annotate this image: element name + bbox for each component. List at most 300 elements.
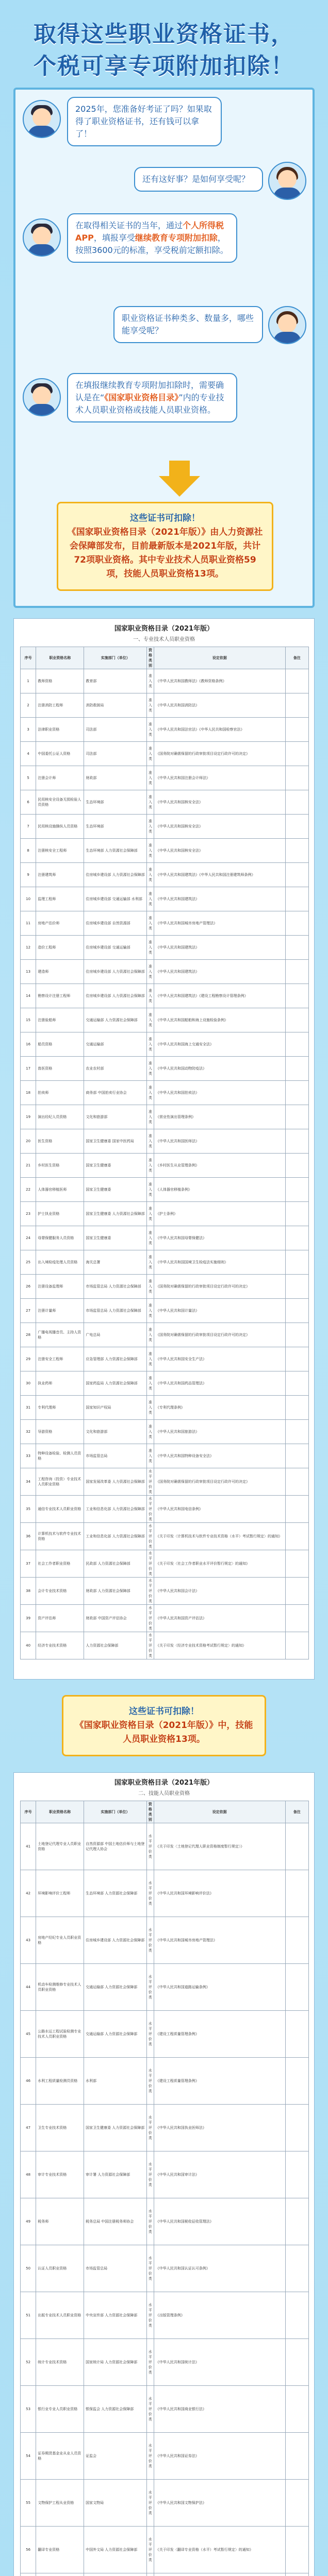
table-cell: 准入类 xyxy=(147,1081,154,1105)
table-row xyxy=(21,2527,309,2573)
table-cell: 准入类 xyxy=(147,1250,154,1275)
table-cell: 4 xyxy=(21,742,36,766)
table-header-cell: 备注 xyxy=(285,1801,308,1823)
table-cell: 《中华人民共和国建筑法》《建设工程勘察设计管理条例》 xyxy=(154,984,286,1008)
table-row xyxy=(21,1444,309,1468)
table-cell xyxy=(285,2573,308,2576)
table-row xyxy=(21,1105,309,1129)
table-cell: 中国外文局 人力资源社会保障部 xyxy=(84,2527,147,2573)
table-cell: 住房城乡建设部 人力资源社会保障部 xyxy=(84,1917,147,1964)
table-cell: 9 xyxy=(21,863,36,887)
table-cell: 43 xyxy=(21,1917,36,1964)
table-row xyxy=(21,1226,309,1250)
notice-box xyxy=(57,502,273,591)
table-cell: 住房城乡建设部 人力资源社会保障部 xyxy=(84,960,147,984)
table-cell: 注册计量师 xyxy=(36,1299,84,1323)
table-cell: 民用核安全设备无损检验人员资格 xyxy=(36,790,84,815)
table-cell: 国家卫生健康委 国家中医药局 xyxy=(84,1129,147,1154)
table-row xyxy=(21,742,309,766)
table-cell: 49 xyxy=(21,2198,36,2245)
table-cell xyxy=(285,1632,308,1659)
table-cell: 《中华人民共和国特种设备安全法》 xyxy=(154,1444,286,1468)
table-cell: 《中华人民共和国建筑法》 xyxy=(154,936,286,960)
table-row xyxy=(21,1275,309,1299)
table-row xyxy=(21,2245,309,2292)
arrow-stem xyxy=(169,461,190,476)
table-header-cell: 实施部门（单位） xyxy=(84,1801,147,1823)
table-cell xyxy=(36,2573,84,2576)
table-cell: 《国务院对确需保留的行政审批项目设定行政许可的决定》 xyxy=(154,1275,286,1299)
table-cell xyxy=(285,2198,308,2245)
table-cell: 《中华人民共和国文物保护法》 xyxy=(154,2480,285,2527)
table-cell: 准入类 xyxy=(147,1226,154,1250)
table-cell: 资产评估师 xyxy=(36,1605,84,1632)
table-cell: 《关于印发〈经济专业技术资格考试暂行规定〉的通知》 xyxy=(154,1632,286,1659)
table-row xyxy=(21,2386,309,2433)
table-cell xyxy=(285,1226,308,1250)
table-cell: 准入类 xyxy=(147,936,154,960)
table-cell: 《中华人民共和国城市房地产管理法》 xyxy=(154,1917,285,1964)
table-cell xyxy=(285,2527,308,2573)
table-row xyxy=(21,1032,309,1057)
table-cell: 税务师 xyxy=(36,2198,84,2245)
table-cell: 注册验船师 xyxy=(36,1008,84,1032)
table-cell: 《关于印发〈翻译专业资格（水平）考试暂行规定〉的通知》 xyxy=(154,2527,285,2573)
notice-lead: 这些证书可扣除！ xyxy=(129,1706,199,1717)
table-cell: 39 xyxy=(21,1605,36,1632)
table-cell: 《关于印发〈土地登记代理人职业资格制度暂行规定〉》 xyxy=(154,1823,285,1870)
table-cell: 34 xyxy=(21,1468,36,1496)
table-cell: 《中华人民共和国注册会计师法》 xyxy=(154,766,286,790)
table-row xyxy=(21,1578,309,1605)
table-cell: 准入类 xyxy=(147,693,154,718)
table-cell: 25 xyxy=(21,1250,36,1275)
mid-notice-box xyxy=(62,1695,266,1756)
table-cell: 自然资源部 中国土地估价师与土地登记代理人协会 xyxy=(84,1823,147,1870)
table-cell xyxy=(285,2151,308,2198)
table-cell xyxy=(285,742,308,766)
table-cell: 中央宣传部 人力资源社会保障部 xyxy=(84,2292,147,2339)
table-cell: 准入类 xyxy=(147,1396,154,1420)
table-cell: 审计专业技术资格 xyxy=(36,2151,84,2198)
table-cell: 导游资格 xyxy=(36,1420,84,1444)
table-cell: 准入类 xyxy=(147,1008,154,1032)
table-cell: 水平评价类 xyxy=(146,2151,154,2198)
table-row xyxy=(21,1964,309,2011)
table-cell: 市场监管总局 xyxy=(84,1444,147,1468)
table-cell: 住房城乡建设部 人力资源社会保障部 xyxy=(84,984,147,1008)
table-cell: 演出经纪人员资格 xyxy=(36,1105,84,1129)
table-header-cell: 设定依据 xyxy=(154,647,286,669)
table-cell: 准入类 xyxy=(147,887,154,911)
table-cell: 统计专业技术资格 xyxy=(36,2339,84,2386)
table-header-cell: 设定依据 xyxy=(154,1801,285,1823)
table-cell: 51 xyxy=(21,2292,36,2339)
table-cell: 《中华人民共和国统计法》 xyxy=(154,2339,285,2386)
table-header-cell: 职业资格名称 xyxy=(36,1801,84,1823)
table-cell: 商务部 中国拍卖行业协会 xyxy=(84,1081,147,1105)
table-cell: 水平评价类 xyxy=(146,2198,154,2245)
table-cell xyxy=(285,1250,308,1275)
table-cell: 环境影响评价工程师 xyxy=(36,1870,84,1917)
table-cell xyxy=(285,936,308,960)
table-cell: 《中华人民共和国电信条例》 xyxy=(154,1496,286,1523)
table-cell xyxy=(285,1496,308,1523)
table-row xyxy=(21,1323,309,1347)
table-cell: 《关于印发〈计算机技术与软件专业技术资格（水平）考试暂行规定〉的通知》 xyxy=(154,1523,286,1550)
table-cell: 准入类 xyxy=(147,1057,154,1081)
table-row xyxy=(21,2151,309,2198)
table-cell: 水利部 xyxy=(84,2058,147,2105)
table-cell: 文化和旅游部 xyxy=(84,1105,147,1129)
table-cell: 国家卫生健康委 xyxy=(84,1154,147,1178)
table-cell: 司法部 xyxy=(84,718,147,742)
table-cell: 44 xyxy=(21,1964,36,2011)
table-cell: 经济专业技术资格 xyxy=(36,1632,84,1659)
table-cell: 注册安全工程师 xyxy=(36,1347,84,1371)
table-cell: 水平评价类 xyxy=(146,2527,154,2573)
table-cell: 执业药师 xyxy=(36,1371,84,1396)
table-cell: 土地登记代理专业人员职业资格 xyxy=(36,1823,84,1870)
table-cell: 计算机技术与软件专业技术资格 xyxy=(36,1523,84,1550)
avatar-officer-icon xyxy=(23,100,61,138)
table-cell: 《中华人民共和国核安全法》 xyxy=(154,790,286,815)
table-cell: 海关总署 xyxy=(84,1250,147,1275)
table-cell: 55 xyxy=(21,2480,36,2527)
table-cell: 造价工程师 xyxy=(36,936,84,960)
table-row xyxy=(21,2573,309,2576)
table-cell: 56 xyxy=(21,2527,36,2573)
table-cell: 水平评价类 xyxy=(146,1964,154,2011)
table-cell xyxy=(285,1870,308,1917)
table-cell: 注册会计师 xyxy=(36,766,84,790)
table-cell xyxy=(285,2433,308,2480)
table-cell xyxy=(285,1550,308,1578)
table-cell: 36 xyxy=(21,1523,36,1550)
table-cell: 31 xyxy=(21,1396,36,1420)
table-cell: 交通运输部 人力资源社会保障部 xyxy=(84,2011,147,2058)
table-cell: 48 xyxy=(21,2151,36,2198)
table-header-cell: 资格类别 xyxy=(146,1801,154,1823)
table-cell: 30 xyxy=(21,1371,36,1396)
table-cell: 《建设工程质量管理条例》 xyxy=(154,2058,285,2105)
table-cell: 16 xyxy=(21,1032,36,1057)
table-cell: 11 xyxy=(21,911,36,936)
notice-body: 《国家职业资格目录（2021年版）》中，技能人员职业资格13项。 xyxy=(75,1720,253,1744)
table-cell: 水平评价类 xyxy=(147,1496,154,1523)
table-cell: 水平评价类 xyxy=(146,1823,154,1870)
table-row xyxy=(21,1870,309,1917)
table-cell: 《中华人民共和国动物防疫法》 xyxy=(154,1057,286,1081)
table-cell: 翻译专业资格 xyxy=(36,2527,84,2573)
table-header-cell: 备注 xyxy=(285,647,308,669)
table-cell: 准入类 xyxy=(147,669,154,693)
table-cell: 22 xyxy=(21,1178,36,1202)
table-cell: 《专利代理条例》 xyxy=(154,1396,286,1420)
table-row xyxy=(21,839,309,863)
table-cell: 教师资格 xyxy=(36,669,84,693)
table-cell: 消防救援局 xyxy=(84,693,147,718)
table-cell: 水平评价类 xyxy=(146,2292,154,2339)
table-cell: 35 xyxy=(21,1496,36,1523)
speech-bubble-q1 xyxy=(67,97,222,146)
table-cell xyxy=(285,1578,308,1605)
table-cell: 注册建筑师 xyxy=(36,863,84,887)
table-cell: 42 xyxy=(21,1870,36,1917)
table-cell: 准入类 xyxy=(147,1202,154,1226)
table-cell: 准入类 xyxy=(147,1323,154,1347)
table-cell: 准入类 xyxy=(147,1105,154,1129)
table-cell: 21 xyxy=(21,1154,36,1178)
table-cell: 24 xyxy=(21,1226,36,1250)
table-header-cell: 职业资格名称 xyxy=(36,647,84,669)
table-cell: 《中华人民共和国商业银行法》 xyxy=(154,2386,285,2433)
table-cell: 《中华人民共和国安全生产法》 xyxy=(154,1347,286,1371)
table-row xyxy=(21,1550,309,1578)
avatar-citizen-icon xyxy=(268,162,306,200)
table-cell: 交通运输部 人力资源社会保障部 xyxy=(84,1964,147,2011)
table-cell xyxy=(285,1008,308,1032)
table-cell xyxy=(285,1444,308,1468)
table-cell: 国家卫生健康委 xyxy=(84,1178,147,1202)
table-cell: 《中华人民共和国证券法》 xyxy=(154,2433,285,2480)
table-cell: 认证人员职业资格 xyxy=(36,2245,84,2292)
table-cell: 银保监会 人力资源社会保障部 xyxy=(84,2386,147,2433)
table-row xyxy=(21,984,309,1008)
table-row xyxy=(21,936,309,960)
table-cell xyxy=(285,2292,308,2339)
table-cell xyxy=(146,2573,154,2576)
table-cell: 《出版管理条例》 xyxy=(154,2292,285,2339)
table-row xyxy=(21,911,309,936)
table-cell: 注册核安全工程师 xyxy=(36,839,84,863)
table-cell: 准入类 xyxy=(147,1129,154,1154)
table-cell xyxy=(285,1917,308,1964)
table-row xyxy=(21,669,309,693)
table-cell: 23 xyxy=(21,1202,36,1226)
table-row xyxy=(21,1057,309,1081)
table-cell: 人力资源社会保障部 xyxy=(84,1632,147,1659)
table-cell: 工程咨询（投资）专业技术人员职业资格 xyxy=(36,1468,84,1496)
table-cell: 水平评价类 xyxy=(147,1578,154,1605)
table-cell: 准入类 xyxy=(147,1420,154,1444)
table-cell: 54 xyxy=(21,2433,36,2480)
table-cell: 市场监管总局 人力资源社会保障部 xyxy=(84,1275,147,1299)
table-cell: 乡村医生资格 xyxy=(36,1154,84,1178)
table-cell xyxy=(285,2480,308,2527)
bubble-highlight: 继续教育专项附加扣除 xyxy=(135,233,218,243)
table-cell: 人体器官移植医师 xyxy=(36,1178,84,1202)
table-cell: 税务总局 中国注册税务师协会 xyxy=(84,2198,147,2245)
table-cell: 水平评价类 xyxy=(146,2386,154,2433)
table-cell: 准入类 xyxy=(147,1154,154,1178)
table-cell xyxy=(285,2105,308,2151)
table-cell: 水平评价类 xyxy=(146,1917,154,1964)
table-cell xyxy=(285,790,308,815)
notice-body: 《国家职业资格目录（2021年版）》由人力资源社会保障部发布，目前最新版本是2021年版，共计72项职业资格。其中专业技术人员职业资格59项，技能人员职业资格13项。 xyxy=(67,527,263,579)
table-cell: 18 xyxy=(21,1081,36,1105)
table-cell: 《国务院对确需保留的行政审批项目设定行政许可的决定》 xyxy=(154,1468,286,1496)
table-cell: 38 xyxy=(21,1578,36,1605)
table-row xyxy=(21,693,309,718)
table-cell: 8 xyxy=(21,839,36,863)
table-row xyxy=(21,1178,309,1202)
table-cell xyxy=(285,839,308,863)
table-cell xyxy=(285,693,308,718)
table-cell xyxy=(285,1347,308,1371)
table-cell xyxy=(285,1371,308,1396)
table-cell: 《中华人民共和国认证认可条例》 xyxy=(154,2245,285,2292)
table-cell: 水平评价类 xyxy=(146,2245,154,2292)
table-cell: 法律职业资格 xyxy=(36,718,84,742)
table-row xyxy=(21,1823,309,1870)
table-row xyxy=(21,1299,309,1323)
table-cell: 住房城乡建设部 交通运输部 xyxy=(84,936,147,960)
table-cell: 《国务院对确需保留的行政审批项目设定行政许可的决定》 xyxy=(154,742,286,766)
table-cell xyxy=(285,1081,308,1105)
table-cell: 《国务院对确需保留的行政审批项目设定行政许可的决定》 xyxy=(154,1323,286,1347)
table-header-cell: 序号 xyxy=(21,647,36,669)
table-cell xyxy=(285,1032,308,1057)
table-cell: 《中华人民共和国船舶和海上设施检验条例》 xyxy=(154,1008,286,1032)
table-cell: 准入类 xyxy=(147,1444,154,1468)
table-cell: 船员资格 xyxy=(36,1032,84,1057)
table-cell: 通信专业技术人员职业资格 xyxy=(36,1496,84,1523)
table-cell: 准入类 xyxy=(147,766,154,790)
table-cell: 出入境检疫处理人员资格 xyxy=(36,1250,84,1275)
table-cell: 准入类 xyxy=(147,1299,154,1323)
table-cell: 文化和旅游部 xyxy=(84,1420,147,1444)
table-cell: 50 xyxy=(21,2245,36,2292)
table-cell: 农业农村部 xyxy=(84,1057,147,1081)
table-cell: 《中华人民共和国旅游法》 xyxy=(154,1420,286,1444)
speech-bubble-a1 xyxy=(67,213,237,263)
table-row xyxy=(21,2433,309,2480)
table-header-cell: 实施部门（单位） xyxy=(84,647,147,669)
avatar-citizen-icon xyxy=(268,306,306,344)
table-cell: 12 xyxy=(21,936,36,960)
table-cell xyxy=(285,2058,308,2105)
bubble-text: 还有这好事？是如何享受呢？ xyxy=(142,174,250,184)
table-cell xyxy=(285,863,308,887)
table-cell xyxy=(285,984,308,1008)
table-cell: 52 xyxy=(21,2339,36,2386)
table-row xyxy=(21,1420,309,1444)
table-row xyxy=(21,1632,309,1659)
table-cell xyxy=(285,2011,308,2058)
catalog-document-1 xyxy=(13,618,315,1680)
table-row xyxy=(21,766,309,790)
catalog-table xyxy=(20,1801,309,2576)
table-cell: 国家统计局 人力资源社会保障部 xyxy=(84,2339,147,2386)
table-cell: 监理工程师 xyxy=(36,887,84,911)
table-cell: 水平评价类 xyxy=(147,1468,154,1496)
table-cell: 生态环境部 xyxy=(84,790,147,815)
table-cell xyxy=(285,2339,308,2386)
table-cell: 注册设备监理师 xyxy=(36,1275,84,1299)
page-title-line1: 取得这些职业资格证书， xyxy=(34,21,294,47)
table-row xyxy=(21,1917,309,1964)
table-cell: 《中华人民共和国建筑法》 xyxy=(154,887,286,911)
table-cell: 公路水运工程试验检测专业技术人员职业资格 xyxy=(36,2011,84,2058)
table-row xyxy=(21,815,309,839)
table-cell: 《中华人民共和国母婴保健法》 xyxy=(154,1226,286,1250)
table-cell: 兽医资格 xyxy=(36,1057,84,1081)
table-cell: 生态环境部 人力资源社会保障部 xyxy=(84,1870,147,1917)
table-cell: 会计专业技术资格 xyxy=(36,1578,84,1605)
doc-subtitle: 二、技能人员职业资格 xyxy=(138,1791,190,1797)
table-cell: 41 xyxy=(21,1823,36,1870)
table-cell: 专利代理师 xyxy=(36,1396,84,1420)
bubble-text: 2025年，您准备好考证了吗？如果取得了职业资格证书，还有钱可以拿了！ xyxy=(75,104,212,139)
table-cell xyxy=(285,766,308,790)
table-cell: 出版专业技术人员职业资格 xyxy=(36,2292,84,2339)
avatar-officer-icon xyxy=(23,218,61,257)
table-cell: 市场监管总局 人力资源社会保障部 xyxy=(84,1299,147,1323)
table-cell xyxy=(285,2386,308,2433)
table-row xyxy=(21,863,309,887)
table-cell xyxy=(285,1964,308,2011)
table-cell: 27 xyxy=(21,1299,36,1323)
table-cell: 建造师 xyxy=(36,960,84,984)
bubble-text: ”内的专业技术人员职业资格或技能人员职业资格。 xyxy=(75,393,224,415)
table-cell: 1 xyxy=(21,669,36,693)
table-cell: 《中华人民共和国建筑法》 xyxy=(154,960,286,984)
table-cell xyxy=(285,1299,308,1323)
table-cell xyxy=(285,2245,308,2292)
table-cell: 26 xyxy=(21,1275,36,1299)
table-cell: 社会工作者职业资格 xyxy=(36,1550,84,1578)
table-cell: 《中华人民共和国核安全法》 xyxy=(154,839,286,863)
table-cell: 准入类 xyxy=(147,790,154,815)
table-cell: 准入类 xyxy=(147,863,154,887)
table-cell xyxy=(285,718,308,742)
table-cell: 水平评价类 xyxy=(147,1605,154,1632)
table-cell: 45 xyxy=(21,2011,36,2058)
table-cell: 生态环境部 人力资源社会保障部 xyxy=(84,839,147,863)
catalog-table xyxy=(20,647,309,1659)
table-cell: 《护士条例》 xyxy=(154,1202,286,1226)
table-cell: 19 xyxy=(21,1105,36,1129)
table-row xyxy=(21,2292,309,2339)
table-cell: 准入类 xyxy=(147,960,154,984)
table-cell: 财政部 中国资产评估协会 xyxy=(84,1605,147,1632)
table-cell: 13 xyxy=(21,960,36,984)
table-cell: 民用核设施操纵人员资格 xyxy=(36,815,84,839)
table-cell: 应急管理部 人力资源社会保障部 xyxy=(84,1347,147,1371)
table-cell: 32 xyxy=(21,1420,36,1444)
table-cell: 《中华人民共和国医师法》 xyxy=(154,1129,286,1154)
bubble-text: 在取得相关证书的当年，通过 xyxy=(75,221,183,230)
table-cell: 《中华人民共和国执业医师法》 xyxy=(154,2105,285,2151)
table-cell xyxy=(285,1523,308,1550)
table-cell: 水平评价类 xyxy=(146,2105,154,2151)
table-row xyxy=(21,1250,309,1275)
table-cell: 40 xyxy=(21,1632,36,1659)
table-cell xyxy=(285,1323,308,1347)
table-cell: 国家卫生健康委 xyxy=(84,1226,147,1250)
table-cell xyxy=(285,1057,308,1081)
table-cell xyxy=(285,1129,308,1154)
speech-bubble-a2 xyxy=(67,373,237,422)
table-cell: 财政部 人力资源社会保障部 xyxy=(84,1578,147,1605)
table-cell: 2 xyxy=(21,693,36,718)
table-cell: 房地产经纪专业人员职业资格 xyxy=(36,1917,84,1964)
table-cell: 国家知识产权局 xyxy=(84,1396,147,1420)
table-cell: 《中华人民共和国消防法》 xyxy=(154,693,286,718)
table-row xyxy=(21,718,309,742)
table-cell: 司法部 xyxy=(84,742,147,766)
